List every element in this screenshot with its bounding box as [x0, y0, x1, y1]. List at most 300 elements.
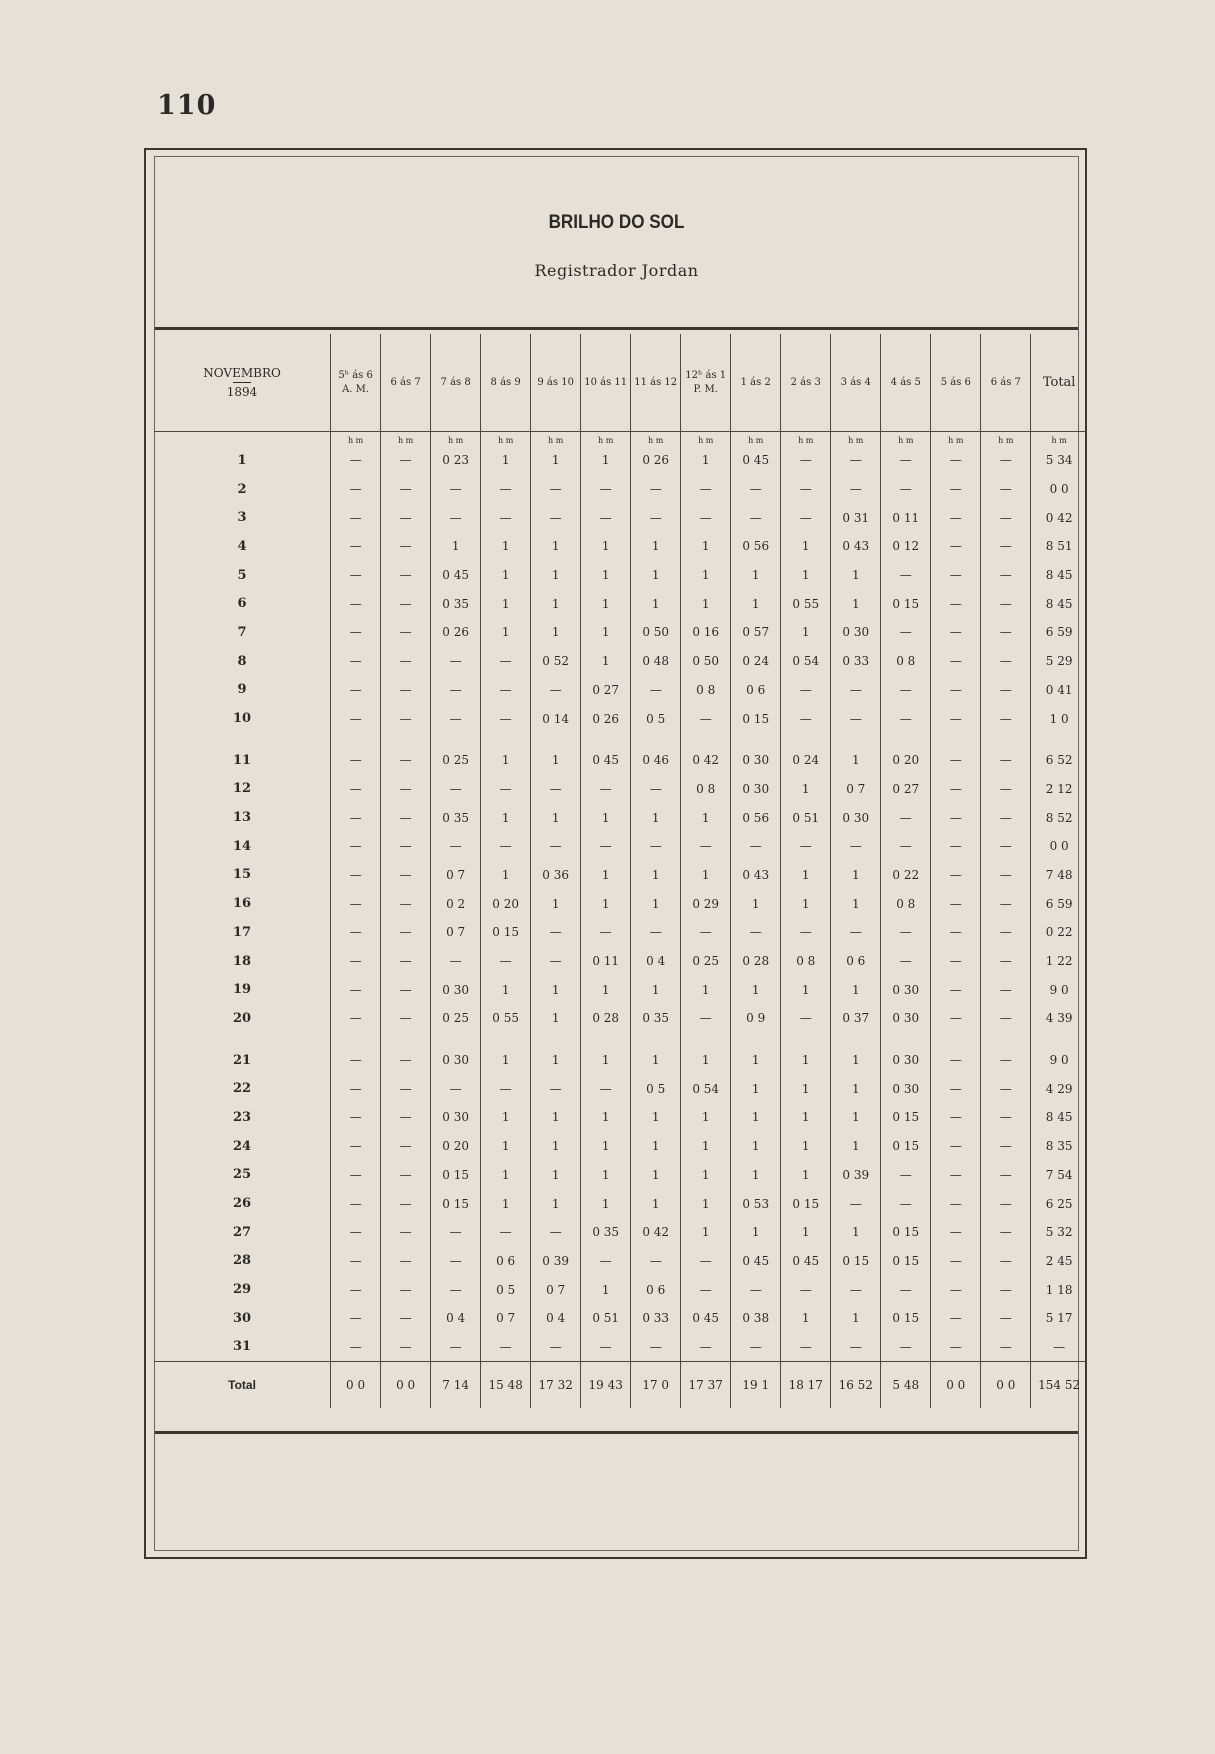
hour-cell: 0 15	[881, 1247, 931, 1276]
hour-column-header	[931, 334, 981, 432]
hour-cell: 0 6	[481, 1247, 531, 1276]
hour-cell: —	[931, 589, 981, 618]
hour-cell: —	[431, 1218, 481, 1247]
hour-column-header	[731, 334, 781, 432]
hour-cell: —	[931, 1189, 981, 1218]
hour-cell: —	[731, 832, 781, 861]
hour-cell: —	[481, 1074, 531, 1103]
hour-cell: —	[331, 446, 381, 475]
hour-cell: —	[581, 503, 631, 532]
hour-cell: 0 35	[581, 1218, 631, 1247]
hour-cell: —	[981, 676, 1031, 705]
hour-cell: —	[781, 475, 831, 504]
hour-cell: 0 11	[881, 503, 931, 532]
hour-cell: 0 51	[781, 803, 831, 832]
hour-cell: —	[881, 832, 931, 861]
hour-cell: —	[431, 647, 481, 676]
unit-label: h m	[381, 432, 431, 447]
day-number: 25	[233, 1167, 252, 1183]
hour-range-label: 2 ás 3	[790, 376, 821, 388]
hour-cell: 1	[581, 1189, 631, 1218]
table-row	[154, 618, 1087, 647]
hour-cell: —	[481, 775, 531, 804]
day-number: 18	[233, 953, 252, 969]
hour-range-label: 11 ás 12	[634, 376, 678, 388]
hour-cell: —	[681, 475, 731, 504]
table-row	[154, 1161, 1087, 1190]
unit-label: h m	[431, 432, 481, 447]
hour-cell: 1	[681, 1033, 731, 1075]
hour-cell: —	[881, 561, 931, 590]
unit-label: h m	[531, 432, 581, 447]
hour-cell: —	[631, 1333, 681, 1362]
hour-cell: —	[381, 947, 431, 976]
hour-cell: 1	[581, 1103, 631, 1132]
column-total-cell: 18 17	[781, 1362, 831, 1409]
sunshine-table	[154, 334, 1087, 1408]
hour-cell: 1	[531, 589, 581, 618]
day-total-cell: 4 29	[1031, 1074, 1087, 1103]
hour-cell: 0 24	[781, 733, 831, 775]
hour-cell: —	[981, 733, 1031, 775]
hour-cell: —	[781, 503, 831, 532]
hour-cell: 0 24	[731, 647, 781, 676]
hour-cell: —	[981, 503, 1031, 532]
hour-cell: 0 27	[881, 775, 931, 804]
hour-cell: —	[681, 704, 731, 733]
hour-cell: 0 4	[631, 947, 681, 976]
hour-column-header	[581, 334, 631, 432]
hour-cell: —	[681, 832, 731, 861]
hour-cell: 0 26	[431, 618, 481, 647]
hour-cell: 1	[581, 446, 631, 475]
total-row-label: Total	[154, 1362, 331, 1409]
hour-cell: —	[981, 775, 1031, 804]
table-frame	[144, 148, 1087, 1559]
unit-label: h m	[931, 432, 981, 447]
hour-cell: —	[981, 889, 1031, 918]
hour-cell: —	[331, 561, 381, 590]
hour-cell: —	[431, 1074, 481, 1103]
day-number: 19	[233, 982, 252, 998]
hour-cell: 0 11	[581, 947, 631, 976]
hour-cell: 1	[581, 618, 631, 647]
hour-cell: 1	[531, 532, 581, 561]
hour-cell: —	[781, 1333, 831, 1362]
table-row	[154, 975, 1087, 1004]
hour-cell: 0 4	[431, 1304, 481, 1333]
hour-cell: 0 5	[631, 704, 681, 733]
hour-range-label: 7 ás 8	[440, 376, 471, 388]
hour-cell: 1	[631, 861, 681, 890]
hour-cell: 0 25	[431, 1004, 481, 1033]
hour-cell: 0 35	[431, 589, 481, 618]
hour-cell: —	[631, 676, 681, 705]
table-row	[154, 733, 1087, 775]
hour-range-label: 6 ás 7	[390, 376, 421, 388]
hour-cell: —	[331, 676, 381, 705]
month-label: NOVEMBRO	[203, 366, 281, 380]
hour-cell: —	[331, 1247, 381, 1276]
hour-cell: 0 57	[731, 618, 781, 647]
hour-cell: —	[331, 1004, 381, 1033]
hour-cell: —	[481, 832, 531, 861]
hour-cell: 1	[481, 1161, 531, 1190]
hour-cell: 1	[631, 1103, 681, 1132]
day-number: 1	[237, 452, 247, 468]
table-row	[154, 889, 1087, 918]
hour-cell: 0 15	[881, 1304, 931, 1333]
table-row	[154, 1247, 1087, 1276]
header-row	[154, 334, 1087, 432]
table-row	[154, 1004, 1087, 1033]
day-number: 16	[233, 896, 252, 912]
hour-cell: —	[631, 832, 681, 861]
hour-cell: 1	[731, 1218, 781, 1247]
day-number: 7	[237, 624, 247, 640]
hour-cell: 0 5	[631, 1074, 681, 1103]
hour-cell: 0 6	[731, 676, 781, 705]
hour-cell: 0 43	[831, 532, 881, 561]
hour-cell: —	[981, 1275, 1031, 1304]
hour-cell: 0 5	[481, 1275, 531, 1304]
hour-column-header	[981, 334, 1031, 432]
meridiem-label: P. M.	[693, 383, 718, 395]
column-total-cell: 17 37	[681, 1362, 731, 1409]
hour-cell: 1	[681, 975, 731, 1004]
hour-cell: 1	[481, 618, 531, 647]
hour-cell: —	[681, 1247, 731, 1276]
day-total-cell: 9 0	[1031, 975, 1087, 1004]
hour-cell: —	[531, 918, 581, 947]
day-number: 26	[233, 1196, 252, 1212]
hour-cell: —	[531, 775, 581, 804]
hour-cell: 1	[681, 589, 731, 618]
hour-cell: —	[781, 704, 831, 733]
hour-cell: —	[431, 503, 481, 532]
hour-cell: —	[331, 589, 381, 618]
hour-cell: 0 54	[681, 1074, 731, 1103]
column-total-cell: 7 14	[431, 1362, 481, 1409]
hour-cell: —	[731, 503, 781, 532]
unit-label: h m	[331, 432, 381, 447]
hour-cell: —	[431, 775, 481, 804]
hour-cell: —	[681, 1333, 731, 1362]
hour-range-label: 5ʰ ás 6	[338, 369, 373, 381]
hour-cell: 0 6	[631, 1275, 681, 1304]
hour-cell: —	[431, 704, 481, 733]
table-subtitle: Registrador Jordan	[534, 261, 699, 280]
hour-cell: 1	[581, 803, 631, 832]
hour-cell: —	[931, 1304, 981, 1333]
hour-cell: —	[481, 503, 531, 532]
hour-cell: 0 28	[731, 947, 781, 976]
hour-cell: 1	[531, 1189, 581, 1218]
hour-cell: 0 15	[431, 1161, 481, 1190]
day-total-cell: —	[1031, 1333, 1087, 1362]
hour-cell: —	[381, 1132, 431, 1161]
meridiem-label: A. M.	[342, 383, 370, 395]
hour-cell: 1	[481, 1132, 531, 1161]
hour-cell: 1	[831, 1218, 881, 1247]
hour-cell: 1	[481, 561, 531, 590]
units-row-label	[154, 432, 331, 447]
hour-cell: —	[881, 676, 931, 705]
hour-cell: 1	[781, 1033, 831, 1075]
hour-cell: —	[381, 889, 431, 918]
hour-cell: 1	[581, 561, 631, 590]
hour-cell: —	[881, 475, 931, 504]
hour-cell: —	[981, 532, 1031, 561]
hour-cell: —	[331, 832, 381, 861]
hour-cell: —	[381, 1103, 431, 1132]
hour-cell: —	[781, 1275, 831, 1304]
hour-cell: —	[381, 475, 431, 504]
table-row	[154, 1304, 1087, 1333]
hour-cell: 0 30	[431, 1033, 481, 1075]
hour-cell: 1	[781, 1161, 831, 1190]
hour-cell: 1	[781, 861, 831, 890]
day-total-cell: 4 39	[1031, 1004, 1087, 1033]
hour-cell: —	[331, 647, 381, 676]
unit-label: h m	[981, 432, 1031, 447]
day-number: 20	[233, 1010, 252, 1026]
hour-cell: —	[531, 1218, 581, 1247]
hour-cell: —	[331, 532, 381, 561]
table-row	[154, 1275, 1087, 1304]
hour-cell: 0 8	[681, 676, 731, 705]
table-row	[154, 832, 1087, 861]
hour-cell: —	[381, 618, 431, 647]
hour-cell: 1	[531, 561, 581, 590]
hour-cell: —	[381, 532, 431, 561]
column-total-cell: 17 0	[631, 1362, 681, 1409]
column-total-cell: 0 0	[931, 1362, 981, 1409]
hour-cell: —	[331, 975, 381, 1004]
hour-cell: —	[831, 1275, 881, 1304]
hour-cell: —	[631, 503, 681, 532]
hour-cell: 0 30	[731, 775, 781, 804]
table-row	[154, 1033, 1087, 1075]
hour-cell: 1	[781, 1103, 831, 1132]
hour-cell: —	[981, 1333, 1031, 1362]
hour-cell: 1	[831, 1074, 881, 1103]
hour-cell: 0 55	[781, 589, 831, 618]
hour-cell: 1	[581, 1161, 631, 1190]
hour-cell: —	[381, 733, 431, 775]
hour-cell: —	[931, 832, 981, 861]
hour-cell: —	[931, 889, 981, 918]
table-row	[154, 532, 1087, 561]
hour-cell: 0 15	[731, 704, 781, 733]
hour-cell: —	[481, 947, 531, 976]
hour-cell: —	[331, 1161, 381, 1190]
hour-cell: —	[981, 918, 1031, 947]
hour-cell: —	[481, 647, 531, 676]
hour-cell: 1	[681, 1218, 731, 1247]
hour-cell: —	[331, 861, 381, 890]
hour-cell: —	[581, 1247, 631, 1276]
hour-cell: 1	[581, 889, 631, 918]
hour-cell: 0 7	[831, 775, 881, 804]
hour-cell: 0 29	[681, 889, 731, 918]
hour-cell: 0 16	[681, 618, 731, 647]
day-total-cell: 0 0	[1031, 832, 1087, 861]
day-total-cell: 7 48	[1031, 861, 1087, 890]
hour-cell: 1	[731, 1161, 781, 1190]
hour-cell: 1	[531, 1161, 581, 1190]
hour-cell: —	[581, 1333, 631, 1362]
hour-cell: —	[831, 676, 881, 705]
day-total-cell: 1 22	[1031, 947, 1087, 976]
hour-cell: 0 7	[431, 861, 481, 890]
table-row	[154, 918, 1087, 947]
hour-cell: 0 15	[431, 1189, 481, 1218]
hour-cell: 1	[781, 775, 831, 804]
hour-cell: 0 22	[881, 861, 931, 890]
total-row	[154, 1362, 1087, 1409]
hour-cell: 0 8	[781, 947, 831, 976]
table-row	[154, 775, 1087, 804]
day-total-cell: 0 22	[1031, 918, 1087, 947]
hour-cell: —	[981, 1304, 1031, 1333]
table-row	[154, 861, 1087, 890]
hour-range-label: 6 ás 7	[990, 376, 1021, 388]
hour-cell: —	[831, 704, 881, 733]
hour-cell: 0 30	[731, 733, 781, 775]
hour-cell: 0 33	[831, 647, 881, 676]
day-number: 9	[237, 682, 247, 698]
hour-cell: 1	[631, 532, 681, 561]
day-total-cell: 6 25	[1031, 1189, 1087, 1218]
hour-column-header	[831, 334, 881, 432]
hour-cell: —	[431, 1275, 481, 1304]
day-number: 2	[237, 481, 247, 497]
day-total-cell: 6 59	[1031, 618, 1087, 647]
hour-cell: 1	[731, 589, 781, 618]
day-number: 21	[233, 1052, 252, 1068]
hour-cell: 0 15	[881, 1218, 931, 1247]
hour-cell: 1	[681, 1189, 731, 1218]
hour-cell: —	[931, 1004, 981, 1033]
hour-cell: —	[381, 1004, 431, 1033]
hour-cell: —	[381, 918, 431, 947]
table-row	[154, 676, 1087, 705]
hour-cell: —	[831, 1189, 881, 1218]
day-total-cell: 5 29	[1031, 647, 1087, 676]
table-row	[154, 704, 1087, 733]
hour-cell: 1	[681, 1161, 731, 1190]
day-number: 14	[233, 838, 252, 854]
hour-cell: 1	[831, 589, 881, 618]
column-total-cell: 5 48	[881, 1362, 931, 1409]
hour-cell: —	[331, 1304, 381, 1333]
hour-cell: 1	[481, 861, 531, 890]
hour-cell: —	[731, 1275, 781, 1304]
hour-cell: —	[381, 1247, 431, 1276]
hour-cell: 0 2	[431, 889, 481, 918]
hour-cell: 1	[831, 1132, 881, 1161]
table-row	[154, 647, 1087, 676]
hour-cell: —	[531, 1074, 581, 1103]
hour-cell: 1	[481, 803, 531, 832]
hour-cell: —	[981, 1161, 1031, 1190]
hour-cell: 1	[681, 803, 731, 832]
hour-cell: —	[981, 832, 1031, 861]
hour-cell: 1	[631, 1132, 681, 1161]
day-total-cell: 5 32	[1031, 1218, 1087, 1247]
hour-cell: 1	[581, 975, 631, 1004]
hour-cell: —	[581, 475, 631, 504]
hour-cell: —	[981, 647, 1031, 676]
hour-cell: 1	[481, 1033, 531, 1075]
hour-range-label: 3 ás 4	[840, 376, 871, 388]
day-total-cell: 8 45	[1031, 1103, 1087, 1132]
hour-cell: —	[981, 618, 1031, 647]
hour-range-label: 4 ás 5	[890, 376, 921, 388]
hour-cell: —	[931, 618, 981, 647]
table-row	[154, 1333, 1087, 1362]
hour-cell: 1	[631, 1161, 681, 1190]
hour-cell: —	[331, 1103, 381, 1132]
hour-cell: —	[931, 532, 981, 561]
hour-cell: —	[331, 1275, 381, 1304]
hour-cell: 0 26	[631, 446, 681, 475]
hour-cell: 0 45	[431, 561, 481, 590]
hour-cell: —	[731, 475, 781, 504]
column-total-cell: 0 0	[981, 1362, 1031, 1409]
day-total-cell: 8 45	[1031, 589, 1087, 618]
hour-cell: 0 7	[531, 1275, 581, 1304]
hour-cell: 0 51	[581, 1304, 631, 1333]
hour-cell: 0 14	[531, 704, 581, 733]
hour-cell: 1	[481, 446, 531, 475]
hour-cell: —	[331, 1033, 381, 1075]
hour-cell: —	[431, 1333, 481, 1362]
hour-cell: —	[631, 1247, 681, 1276]
hour-cell: —	[981, 1247, 1031, 1276]
hour-cell: —	[981, 704, 1031, 733]
table-row	[154, 1218, 1087, 1247]
hour-cell: 0 25	[681, 947, 731, 976]
hour-cell: —	[981, 803, 1031, 832]
hour-cell: —	[981, 1103, 1031, 1132]
day-total-cell: 1 18	[1031, 1275, 1087, 1304]
hour-column-header	[881, 334, 931, 432]
day-number: 4	[237, 538, 247, 554]
hour-cell: 1	[831, 975, 881, 1004]
hour-cell: 1	[581, 1033, 631, 1075]
hour-cell: 1	[681, 532, 731, 561]
hour-cell: —	[981, 561, 1031, 590]
hour-cell: —	[731, 918, 781, 947]
hour-cell: —	[931, 1074, 981, 1103]
hour-cell: 0 4	[531, 1304, 581, 1333]
hour-cell: 1	[581, 861, 631, 890]
hour-cell: 1	[481, 1189, 531, 1218]
day-number: 31	[233, 1339, 252, 1355]
hour-cell: 0 8	[881, 647, 931, 676]
hour-cell: —	[981, 1074, 1031, 1103]
day-number: 24	[233, 1138, 252, 1154]
hour-cell: 1	[781, 1304, 831, 1333]
hour-cell: —	[631, 475, 681, 504]
day-total-cell: 8 35	[1031, 1132, 1087, 1161]
hour-cell: —	[381, 861, 431, 890]
table-row	[154, 446, 1087, 475]
hour-cell: —	[931, 975, 981, 1004]
hour-cell: 1	[831, 1103, 881, 1132]
